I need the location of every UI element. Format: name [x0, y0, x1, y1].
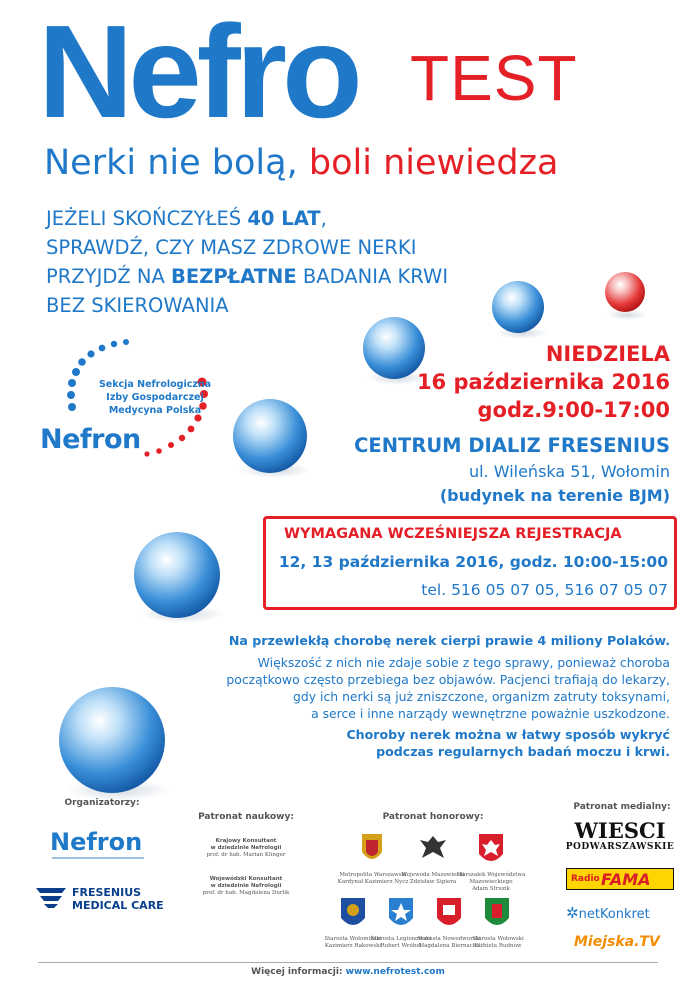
facts-block [226, 632, 670, 760]
nefron-brand: Nefron [40, 424, 141, 455]
nowy-dwor-crest-icon [434, 896, 464, 932]
facts-body-4: a serce i inne narządy wewnętrzne poważnie uszkodzone. [311, 706, 670, 721]
netkonkret-star-icon: ✲ [566, 904, 579, 922]
facts-body-3: gdy ich nerki są już zniszczone, organizm zatruty toksynami, [293, 689, 670, 704]
facts-body-1: Większość z nich nie zdaje sobie z tego sprawy, ponieważ choroba [257, 655, 670, 670]
org-nefron-logo: Nefron [50, 828, 143, 856]
honorary-patron-3: Marszałek Województwa Mazowieckiego Adam Struzik [456, 872, 526, 892]
honorary-patron-4: Starosta Wołomiński Kazimierz Rakowski [324, 936, 382, 949]
eagle-crest-icon [418, 832, 448, 868]
honorary-patron-2: Wojewoda Mazowiecki Zdzisław Sipiera [401, 872, 465, 885]
scientific-patron-2: Wojewódzki Konsultant w dziedzinie Nefrologii prof. dr hab. Magdalena Durlik [202, 876, 290, 896]
scientific-patron-1: Krajowy Konsultant w dziedzinie Nefrologii prof. dr hab. Marian Klinger [206, 838, 286, 858]
droplet-red [605, 272, 647, 320]
legionowo-crest-icon [386, 896, 416, 932]
honorary-patron-7: Starosta Wołowski Elżbieta Rudnow [472, 936, 524, 949]
more-info-link[interactable]: www.nefrotest.com [345, 967, 445, 977]
droplet-4 [134, 532, 224, 623]
facts-closing-2: podczas regularnych badań moczu i krwi. [376, 744, 670, 759]
section-logo-text: Sekcja Nefrologiczna Izby Gospodarczej Medycyna Polska [98, 379, 212, 416]
registration-heading: WYMAGANA WCZEŚNIEJSZA REJESTRACJA [284, 526, 622, 542]
droplet-5 [59, 687, 170, 801]
scientific-label: Patronat naukowy: [198, 812, 294, 822]
honorary-patron-5: Starosta Legionowski Robert Wróbel [370, 936, 432, 949]
droplet-1 [492, 281, 548, 339]
registration-dates: 12, 13 października 2016, godz. 10:00-15:00 [278, 553, 668, 571]
cardinal-crest-icon [357, 832, 387, 868]
media-wiesci-logo: WIESCI PODWARSZAWSKIE [565, 818, 675, 852]
wolomin-crest-icon [338, 896, 368, 932]
organizers-label: Organizatorzy: [64, 798, 140, 808]
honorary-patron-6: Starosta Nowodworski Magdalena Biernacka [417, 936, 481, 949]
fresenius-icon [34, 884, 68, 908]
slogan-blue: Nerki nie bolą, [44, 143, 298, 183]
venue-building: (budynek na terenie BJM) [439, 486, 670, 505]
intro-line-1: JEŻELI SKOŃCZYŁEŚ 40 LAT, [46, 207, 327, 230]
event-date: 16 października 2016 [416, 370, 670, 394]
mazowsze-crest-icon [476, 832, 506, 868]
honorary-patron-1: Metropolita Warszawski Kardynał Kazimierz Nycz [337, 872, 409, 885]
media-radio-fama-logo: Radio FAMA [566, 868, 674, 890]
registration-phones: tel. 516 05 07 05, 516 07 05 07 [421, 581, 668, 599]
media-netkonkret-logo: ✲netKonkret [566, 904, 650, 922]
title-test: TEST [410, 42, 578, 114]
event-hours: godz.9:00-17:00 [477, 398, 670, 422]
media-label: Patronat medialny: [573, 802, 671, 812]
footer-divider [38, 962, 658, 963]
intro-line-3: PRZYJDŹ NA BEZPŁATNE BADANIA KRWI [46, 265, 449, 288]
venue-address: ul. Wileńska 51, Wołomin [468, 462, 670, 481]
more-info: Więcej informacji: www.nefrotest.com [251, 967, 445, 977]
org-fresenius: FRESENIUS MEDICAL CARE [72, 886, 164, 912]
event-day: NIEDZIELA [545, 342, 670, 366]
venue-name: CENTRUM DIALIZ FRESENIUS [354, 434, 670, 457]
intro-line-4: BEZ SKIEROWANIA [46, 294, 229, 317]
wolow-crest-icon [482, 896, 512, 932]
facts-body-2: początkowo często przebiega bez objawów. Pacjenci trafiają do lekarzy, [226, 672, 670, 687]
honorary-label: Patronat honorowy: [382, 812, 484, 822]
droplet-3 [233, 399, 311, 478]
title-nefro: Nefro [38, 0, 358, 145]
intro-line-2: SPRAWDŹ, CZY MASZ ZDROWE NERKI [46, 236, 417, 259]
media-miejska-tv-logo: Miejska.TV [574, 934, 660, 950]
facts-closing-1: Choroby nerek można w łatwy sposób wykryć [346, 727, 670, 742]
facts-headline: Na przewlekłą chorobę nerek cierpi prawie 4 miliony Polaków. [228, 633, 670, 648]
org-nefron-underline [52, 857, 144, 859]
slogan-red: boli niewiedza [308, 143, 559, 183]
